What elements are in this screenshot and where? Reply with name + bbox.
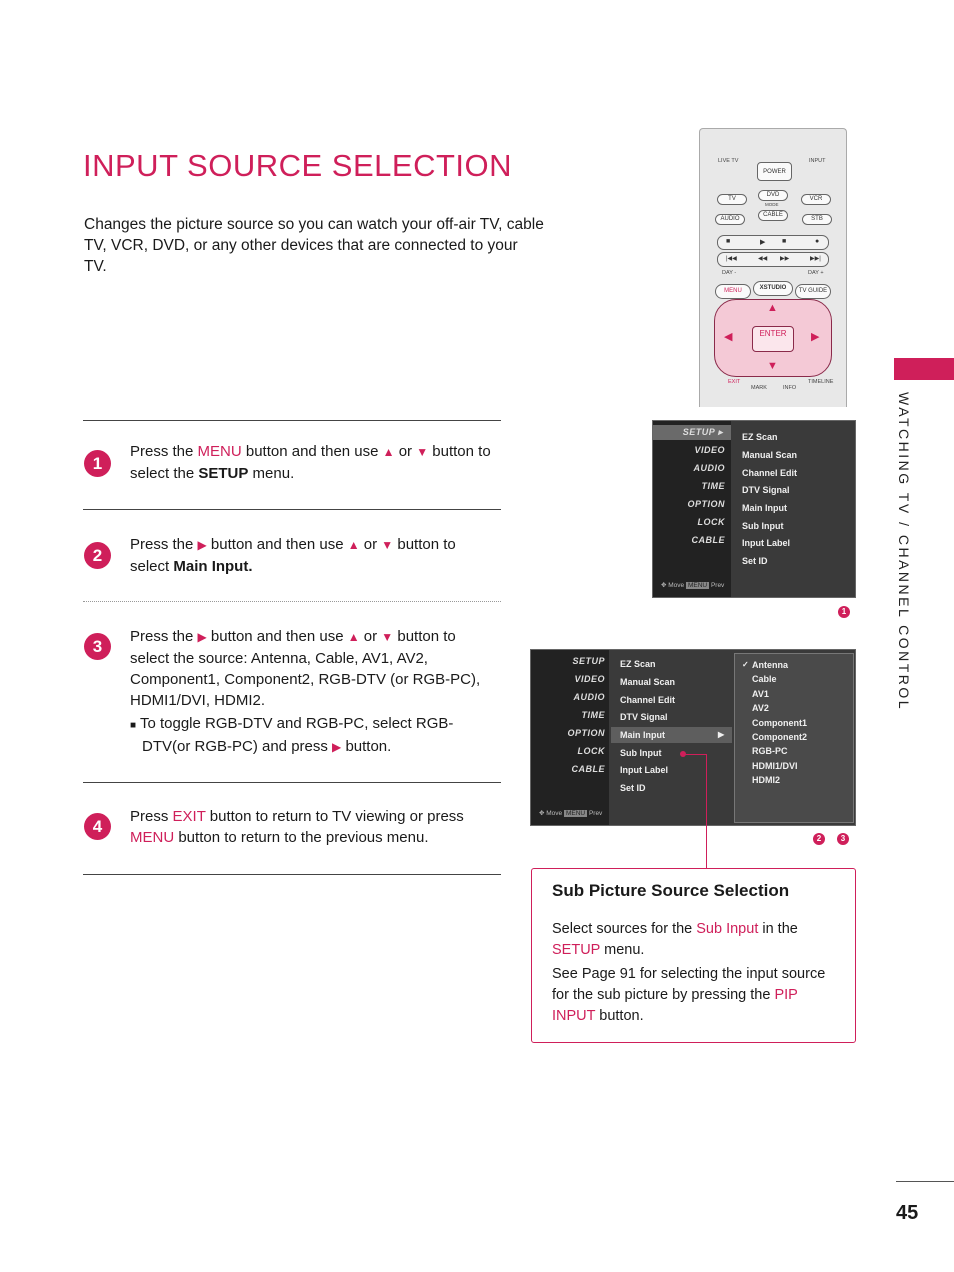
mark-label[interactable]: MARK: [751, 385, 767, 391]
osd-side-item-lock[interactable]: LOCK: [697, 517, 725, 527]
step-badge-1: 1: [838, 606, 850, 618]
record-icon[interactable]: ●: [815, 238, 820, 245]
dotted-divider: [83, 601, 501, 602]
divider: [83, 874, 501, 875]
osd-item-channel-edit[interactable]: Channel Edit: [742, 468, 798, 478]
check-icon: ✓: [742, 660, 749, 669]
transport-row-1: [717, 235, 829, 250]
source-antenna[interactable]: Antenna: [752, 660, 788, 670]
sub-picture-callout: [531, 868, 856, 1043]
osd-item-main-input[interactable]: Main Input: [620, 730, 665, 740]
osd-item-main-input[interactable]: Main Input: [742, 503, 787, 513]
fast-forward-icon[interactable]: ▶▶: [780, 256, 790, 262]
page-title: INPUT SOURCE SELECTION: [83, 148, 513, 183]
osd-item-channel-edit[interactable]: Channel Edit: [620, 695, 676, 705]
day-plus-label: DAY +: [808, 270, 824, 276]
page-number: 45: [896, 1202, 919, 1224]
osd-item-ez-scan[interactable]: EZ Scan: [620, 659, 656, 669]
up-arrow-icon[interactable]: ▲: [767, 302, 778, 314]
xstudio-button[interactable]: XSTUDIO: [753, 281, 793, 296]
direction-pad: [714, 299, 832, 377]
osd-side-item-time[interactable]: TIME: [581, 710, 605, 720]
osd-item-set-id[interactable]: Set ID: [742, 556, 768, 566]
osd-side-item-setup[interactable]: SETUP ▸: [682, 427, 723, 437]
step-number-1: 1: [84, 450, 111, 477]
osd-side-item-cable[interactable]: CABLE: [691, 535, 725, 545]
page-number-rule: [896, 1181, 954, 1182]
osd-footer: ✥ Move MENU Prev: [661, 582, 725, 589]
mode-label: MODE: [765, 202, 779, 207]
enter-button[interactable]: ENTER: [752, 326, 794, 352]
callout-text-1: Select sources for the Sub Input in the SETUP menu.: [552, 921, 798, 958]
down-arrow-icon[interactable]: ▼: [767, 360, 778, 372]
osd-side-item-audio[interactable]: AUDIO: [573, 692, 605, 702]
info-label[interactable]: INFO: [783, 385, 797, 391]
rewind-icon[interactable]: ◀◀: [758, 256, 768, 262]
osd-item-sub-input[interactable]: Sub Input: [742, 521, 784, 531]
step-number-3: 3: [84, 633, 111, 660]
osd-item-ez-scan[interactable]: EZ Scan: [742, 432, 778, 442]
osd-side-item-cable[interactable]: CABLE: [571, 764, 605, 774]
power-button[interactable]: POWER: [757, 162, 792, 181]
transport-row-2: [717, 252, 829, 267]
source-av1[interactable]: AV1: [752, 689, 769, 699]
osd-item-sub-input[interactable]: Sub Input: [620, 748, 662, 758]
intro-text: Changes the picture source so you can watch your off-air TV, cable TV, VCR, DVD, or any other devices that are connected to your TV.: [84, 216, 544, 275]
remote-label-input: INPUT: [809, 158, 826, 164]
osd-side-item-option[interactable]: OPTION: [687, 499, 725, 509]
side-tab-label: WATCHING TV / CHANNEL CONTROL: [896, 392, 912, 712]
day-minus-label: DAY -: [722, 270, 737, 276]
osd-item-manual-scan[interactable]: Manual Scan: [742, 450, 798, 460]
divider: [83, 782, 501, 783]
osd-item-dtv-signal[interactable]: DTV Signal: [620, 712, 668, 722]
osd-submenu-arrow-icon: ▶: [718, 730, 725, 739]
audio-button[interactable]: AUDIO: [715, 214, 745, 225]
callout-title: Sub Picture Source Selection: [552, 881, 790, 900]
osd-side-item-video[interactable]: VIDEO: [574, 674, 605, 684]
step-3-bullet: ■ To toggle RGB-DTV and RGB-PC, select RGB-DTV(or RGB-PC) and press ▶ button.: [130, 715, 454, 755]
osd-item-input-label[interactable]: Input Label: [620, 765, 668, 775]
osd-item-manual-scan[interactable]: Manual Scan: [620, 677, 676, 687]
step-4-text: Press EXIT button to return to TV viewing or press MENU button to return to the previous menu.: [130, 808, 464, 846]
tv-button[interactable]: TV: [717, 194, 747, 205]
osd-footer: ✥ Move MENU Prev: [539, 810, 603, 817]
osd-item-input-label[interactable]: Input Label: [742, 538, 790, 548]
step-number-4: 4: [84, 813, 111, 840]
exit-label[interactable]: EXIT: [728, 379, 741, 385]
side-tab-bar: [894, 358, 954, 380]
step-badge-3: 3: [837, 833, 849, 845]
osd-side-item-video[interactable]: VIDEO: [694, 445, 725, 455]
play-icon[interactable]: ▶: [760, 239, 766, 246]
step-1-text: Press the MENU button and then use ▲ or ▼ button to select the SETUP menu.: [130, 443, 491, 482]
osd-side-item-time[interactable]: TIME: [701, 481, 725, 491]
step-2-text: Press the ▶ button and then use ▲ or ▼ button to select Main Input.: [130, 536, 456, 575]
callout-connector: [683, 754, 706, 755]
step-3-text: Press the ▶ button and then use ▲ or ▼ button to select the source: Antenna, Cable, AV1, AV2, Component1, Component2, RGB-DTV (or RGB-PC), HDMI1/DVI, HDMI2. ■ To toggle RGB-DTV and RGB-PC, select RGB-DTV(or RGB-PC) and press ▶ button.: [130, 626, 498, 758]
osd-side-item-lock[interactable]: LOCK: [577, 746, 605, 756]
skip-back-icon[interactable]: |◀◀: [726, 256, 737, 262]
step-number-2: 2: [84, 542, 111, 569]
osd-item-set-id[interactable]: Set ID: [620, 783, 646, 793]
source-rgb-pc[interactable]: RGB-PC: [752, 746, 788, 756]
osd-menu-setup: [652, 420, 856, 598]
left-arrow-icon[interactable]: ◀: [724, 331, 733, 343]
source-component2[interactable]: Component2: [752, 732, 807, 742]
callout-text-2: See Page 91 for selecting the input source for the sub picture by pressing the PIP INPUT button.: [552, 966, 826, 1024]
timeline-label[interactable]: TIMELINE: [808, 379, 834, 385]
cable-button[interactable]: CABLE: [758, 210, 788, 221]
divider: [83, 420, 501, 421]
remote-label-live-tv: LIVE TV: [718, 158, 739, 164]
callout-connector: [706, 754, 707, 868]
step-badge-2: 2: [813, 833, 825, 845]
source-cable[interactable]: Cable: [752, 674, 777, 684]
pause-icon[interactable]: ■: [782, 238, 787, 245]
stb-button[interactable]: STB: [802, 214, 832, 225]
vcr-button[interactable]: VCR: [801, 194, 831, 205]
dvd-button[interactable]: DVD: [758, 190, 788, 201]
osd-side-item-option[interactable]: OPTION: [567, 728, 605, 738]
osd-side-item-audio[interactable]: AUDIO: [693, 463, 725, 473]
divider: [83, 509, 501, 510]
source-component1[interactable]: Component1: [752, 718, 807, 728]
osd-item-dtv-signal[interactable]: DTV Signal: [742, 485, 790, 495]
stop-icon[interactable]: ■: [726, 238, 731, 245]
osd-side-item-setup[interactable]: SETUP: [572, 656, 605, 666]
source-av2[interactable]: AV2: [752, 703, 769, 713]
right-arrow-icon[interactable]: ▶: [811, 331, 820, 343]
tv-guide-button[interactable]: TV GUIDE: [795, 284, 831, 299]
skip-forward-icon[interactable]: ▶▶|: [810, 256, 821, 262]
menu-button[interactable]: MENU: [715, 284, 751, 299]
osd-menu-main-input: [530, 649, 856, 826]
source-hdmi1-dvi[interactable]: HDMI1/DVI: [752, 761, 798, 771]
source-hdmi2[interactable]: HDMI2: [752, 775, 781, 785]
